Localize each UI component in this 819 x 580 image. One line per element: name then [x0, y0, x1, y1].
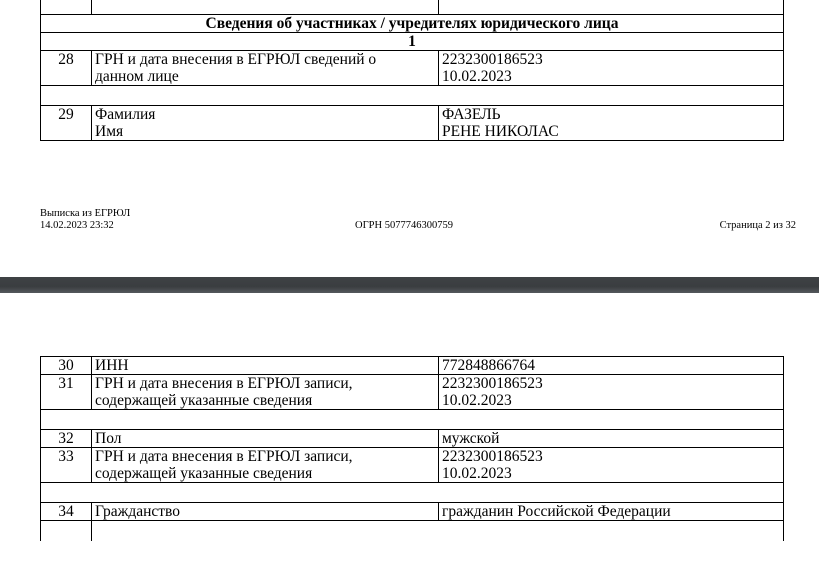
row-number: 31 [41, 375, 92, 410]
spacer-row [41, 410, 784, 430]
table-row-32 [41, 430, 784, 448]
table-bottom-stub-row [41, 521, 784, 542]
register-table-bottom [40, 356, 784, 541]
row-label: Пол [92, 430, 439, 448]
participant-index: 1 [41, 33, 784, 51]
row-number: 29 [41, 106, 92, 141]
footer-ogrn: ОГРН 5077746300759 [355, 220, 453, 231]
row-number: 28 [41, 51, 92, 86]
spacer-row [41, 483, 784, 503]
row-value: ФАЗЕЛЬ РЕНЕ НИКОЛАС [439, 106, 784, 141]
row-number: 34 [41, 503, 92, 521]
footer-page-number: Страница 2 из 32 [719, 220, 796, 231]
page-2 [0, 0, 819, 277]
participant-index-row [41, 33, 784, 51]
footer-doc-name: Выписка из ЕГРЮЛ [40, 208, 131, 219]
footer-datetime: 14.02.2023 23:32 [40, 220, 114, 231]
row-number: 33 [41, 448, 92, 483]
table-row-31 [41, 375, 784, 410]
row-label: ГРН и дата внесения в ЕГРЮЛ сведений о данном лице [92, 51, 439, 86]
row-value: мужской [439, 430, 784, 448]
table-row-30 [41, 357, 784, 375]
table-row-33 [41, 448, 784, 483]
row-value: 2232300186523 10.02.2023 [439, 375, 784, 410]
row-value: гражданин Российской Федерации [439, 503, 784, 521]
table-row-29 [41, 106, 784, 141]
page-3 [0, 293, 819, 580]
row-label: ГРН и дата внесения в ЕГРЮЛ записи, содержащей указанные сведения [92, 448, 439, 483]
row-label: ГРН и дата внесения в ЕГРЮЛ записи, содержащей указанные сведения [92, 375, 439, 410]
row-label: ИНН [92, 357, 439, 375]
row-value: 2232300186523 10.02.2023 [439, 448, 784, 483]
row-number: 30 [41, 357, 92, 375]
section-title: Сведения об участниках / учредителях юридического лица [41, 15, 784, 33]
row-number: 32 [41, 430, 92, 448]
table-row-34 [41, 503, 784, 521]
section-header-row [41, 15, 784, 33]
table-top-stub-row [41, 0, 784, 15]
row-label: Гражданство [92, 503, 439, 521]
row-value: 772848866764 [439, 357, 784, 375]
spacer-row [41, 86, 784, 106]
table-row-28 [41, 51, 784, 86]
page-separator [0, 277, 819, 293]
register-table-top [40, 0, 784, 141]
row-label: Фамилия Имя [92, 106, 439, 141]
row-value: 2232300186523 10.02.2023 [439, 51, 784, 86]
